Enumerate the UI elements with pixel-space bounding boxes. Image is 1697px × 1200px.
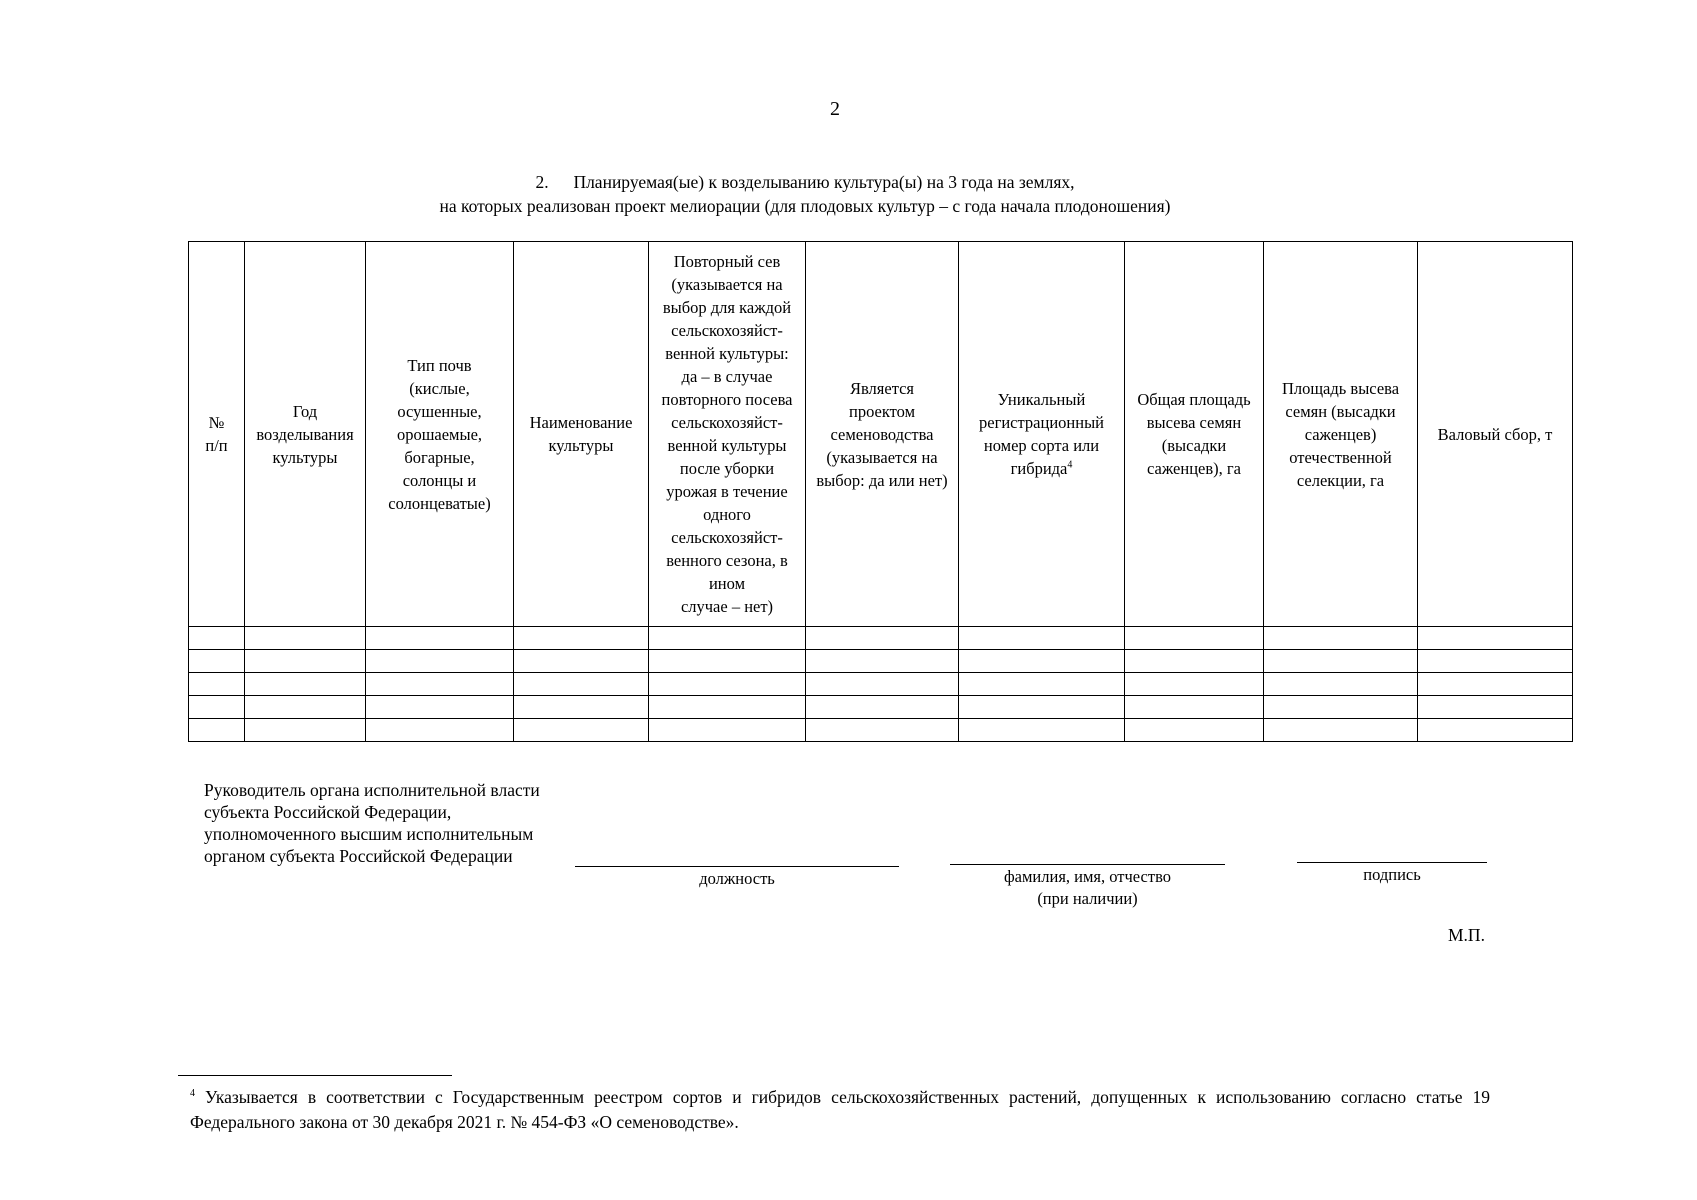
column-header-2 — [245, 242, 366, 627]
table-cell[interactable] — [806, 650, 959, 673]
footnote-marker: 4 — [190, 1088, 195, 1100]
position-line — [575, 866, 899, 867]
table-cell[interactable] — [959, 650, 1125, 673]
table-cell[interactable] — [514, 719, 649, 742]
table-cell[interactable] — [1125, 696, 1264, 719]
column-header-6 — [806, 242, 959, 627]
section-heading-text: Планируемая(ые) к возделыванию культура(ы) на 3 года на землях, — [573, 172, 1075, 192]
table-row — [189, 696, 1573, 719]
table-row — [189, 650, 1573, 673]
table-cell[interactable] — [245, 719, 366, 742]
page-number: 2 — [830, 98, 840, 120]
table-cell[interactable] — [806, 673, 959, 696]
name-caption: фамилия, имя, отчество (при наличии) — [1003, 867, 1172, 908]
column-header-label: Год возделывания культуры — [256, 401, 354, 467]
table-cell[interactable] — [1418, 650, 1573, 673]
column-header-7 — [959, 242, 1125, 627]
table-cell[interactable] — [649, 673, 806, 696]
table-cell[interactable] — [1125, 627, 1264, 650]
signer-title: Руководитель органа исполнительной власти субъекта Российской Федерации, уполномоченного высшим исполнительным органом субъекта Российской Федерации — [204, 780, 540, 866]
name-line — [950, 864, 1225, 865]
table-cell[interactable] — [649, 650, 806, 673]
column-header-1 — [189, 242, 245, 627]
table-cell[interactable] — [1264, 673, 1418, 696]
table-row — [189, 719, 1573, 742]
table-header-row — [189, 242, 1573, 627]
column-header-9 — [1264, 242, 1418, 627]
table-row — [189, 627, 1573, 650]
table-cell[interactable] — [649, 627, 806, 650]
table-cell[interactable] — [245, 650, 366, 673]
table-cell[interactable] — [1264, 650, 1418, 673]
column-header-label: Уникальный регистрационный номер сорта или гибрида — [979, 390, 1104, 478]
table-cell[interactable] — [806, 627, 959, 650]
table-cell[interactable] — [245, 696, 366, 719]
table-cell[interactable] — [1418, 673, 1573, 696]
table-cell[interactable] — [366, 696, 514, 719]
position-caption: должность — [699, 869, 775, 888]
table-cell[interactable] — [959, 627, 1125, 650]
table-cell[interactable] — [366, 719, 514, 742]
table-cell[interactable] — [514, 650, 649, 673]
column-header-10 — [1418, 242, 1573, 627]
table-row — [189, 673, 1573, 696]
column-header-label: Наименование культуры — [529, 413, 633, 455]
table-cell[interactable] — [806, 719, 959, 742]
column-header-label: Валовый сбор, т — [1437, 424, 1553, 444]
table-cell[interactable] — [245, 627, 366, 650]
table-cell[interactable] — [189, 696, 245, 719]
footnote — [190, 1085, 1490, 1135]
table-cell[interactable] — [189, 719, 245, 742]
crops-table — [188, 241, 1573, 742]
column-header-label: Является проектом семеноводства (указывается на выбор: да или нет) — [816, 378, 948, 490]
table-cell[interactable] — [959, 719, 1125, 742]
column-header-5 — [649, 242, 806, 627]
signature-line — [1297, 862, 1487, 863]
table-cell[interactable] — [806, 696, 959, 719]
signature-caption: подпись — [1363, 865, 1421, 884]
footnote-reference: 4 — [1067, 459, 1073, 471]
table-cell[interactable] — [514, 627, 649, 650]
table-cell[interactable] — [514, 696, 649, 719]
table-cell[interactable] — [1418, 627, 1573, 650]
stamp-label: М.П. — [1448, 925, 1485, 945]
table-cell[interactable] — [959, 673, 1125, 696]
footnote-text: Указывается в соответствии с Государственным реестром сортов и гибридов сельскохозяйственных растений, допущенных к использованию согласно статье 19 Федерального закона от 30 декабря 2021 г. № 454-ФЗ «О семеноводстве». — [190, 1087, 1490, 1132]
table-cell[interactable] — [245, 673, 366, 696]
table-cell[interactable] — [366, 673, 514, 696]
table-cell[interactable] — [1264, 719, 1418, 742]
table-cell[interactable] — [649, 719, 806, 742]
table-cell[interactable] — [189, 673, 245, 696]
table-cell[interactable] — [1418, 696, 1573, 719]
footnote-separator — [178, 1075, 452, 1076]
section-heading-line1 — [0, 170, 1610, 194]
table-cell[interactable] — [1125, 719, 1264, 742]
column-header-label: Площадь высева семян (высадки саженцев) отечественной селекции, га — [1281, 378, 1400, 490]
table-cell[interactable] — [1125, 650, 1264, 673]
column-header-8 — [1125, 242, 1264, 627]
table-cell[interactable] — [514, 673, 649, 696]
table-cell[interactable] — [189, 650, 245, 673]
table-cell[interactable] — [1264, 696, 1418, 719]
table-cell[interactable] — [649, 696, 806, 719]
column-header-label: Повторный сев (указывается на выбор для каждой сельскохозяйст- венной культуры: да – в случае повторного посева сельскохозяйст- венной культуры после уборки урожая в течение одного сельскохозяйст- венного сезона, в ином случае – нет) — [661, 252, 793, 616]
table-body — [189, 627, 1573, 742]
column-header-label: Тип почв (кислые, осушенные, орошаемые, богарные, солонцы и солонцеватые) — [388, 355, 491, 513]
table-cell[interactable] — [189, 627, 245, 650]
section-number: 2. — [535, 172, 549, 192]
table-cell[interactable] — [1264, 627, 1418, 650]
column-header-label: № п/п — [205, 413, 228, 455]
table-cell[interactable] — [959, 696, 1125, 719]
table-cell[interactable] — [1125, 673, 1264, 696]
section-heading-line2: на которых реализован проект мелиорации (для плодовых культур – с года начала плодоношения) — [439, 196, 1171, 216]
table-cell[interactable] — [1418, 719, 1573, 742]
section-heading — [0, 170, 1610, 218]
table-cell[interactable] — [366, 627, 514, 650]
column-header-4 — [514, 242, 649, 627]
table-cell[interactable] — [366, 650, 514, 673]
column-header-3 — [366, 242, 514, 627]
column-header-label: Общая площадь высева семян (высадки саженцев), га — [1137, 390, 1251, 478]
